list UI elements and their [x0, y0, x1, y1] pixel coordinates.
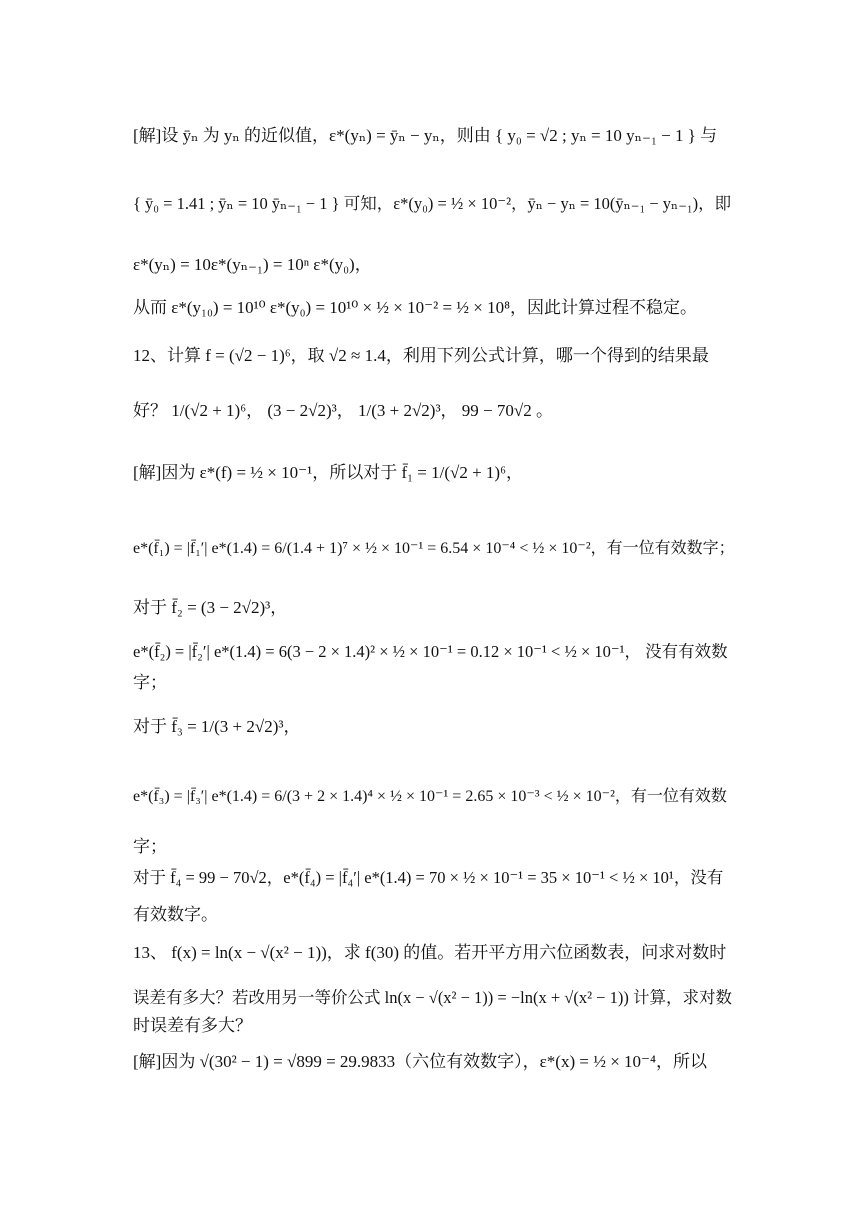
solution-12-line-10: 有效数字。 — [133, 905, 218, 924]
problem-12-line-1: 12、计算 f = (√2 − 1)⁶，取 √2 ≈ 1.4，利用下列公式计算，哪一个得到的结果最 — [133, 346, 709, 365]
problem-13-line-1: 13、 f(x) = ln(x − √(x² − 1))，求 f(30) 的值。若开平方用六位函数表，问求对数时 — [133, 943, 727, 962]
problem-12-line-2: 好？ 1/(√2 + 1)⁶， (3 − 2√2)³， 1/(3 + 2√2)³， 99 − 70√2 。 — [133, 401, 553, 420]
problem-13-line-3: 时误差有多大？ — [133, 1016, 252, 1035]
solution-12-line-9: 对于 f̄₄ = 99 − 70√2，e*(f̄₄) = |f̄₄′| e*(1.4) = 70 × ½ × 10⁻¹ = 35 × 10⁻¹ < ½ × 10¹，没有 — [133, 868, 724, 887]
solution-11-line-4: 从而 ε*(y₁₀) = 10¹⁰ ε*(y₀) = 10¹⁰ × ½ × 10⁻² = ½ × 10⁸，因此计算过程不稳定。 — [133, 298, 698, 317]
solution-12-line-1: [解]因为 ε*(f) = ½ × 10⁻¹，所以对于 f̄₁ = 1/(√2 + 1)⁶， — [133, 463, 524, 482]
solution-12-line-2: e*(f̄₁) = |f̄₁′| e*(1.4) = 6/(1.4 + 1)⁷ × ½ × 10⁻¹ = 6.54 × 10⁻⁴ < ½ × 10⁻²，有一位有效数字； — [133, 540, 735, 557]
solution-13-line-1: [解]因为 √(30² − 1) = √899 = 29.9833（六位有效数字），ε*(x) = ½ × 10⁻⁴，所以 — [133, 1052, 707, 1071]
solution-12-line-4: e*(f̄₂) = |f̄₂′| e*(1.4) = 6(3 − 2 × 1.4)² × ½ × 10⁻¹ = 0.12 × 10⁻¹ < ½ × 10⁻¹， 没有有效数 — [133, 642, 728, 661]
solution-11-line-1: [解]设 ȳₙ 为 yₙ 的近似值，ε*(yₙ) = ȳₙ − yₙ，则由 { y₀ = √2 ; yₙ = 10 yₙ₋₁ − 1 } 与 — [133, 126, 718, 145]
solution-12-line-3: 对于 f̄₂ = (3 − 2√2)³， — [133, 598, 288, 617]
solution-12-line-5: 字； — [133, 673, 167, 692]
problem-13-line-2: 误差有多大？若改用另一等价公式 ln(x − √(x² − 1)) = −ln(x + √(x² − 1)) 计算，求对数 — [133, 988, 732, 1007]
solution-11-line-3: ε*(yₙ) = 10ε*(yₙ₋₁) = 10ⁿ ε*(y₀)， — [133, 255, 372, 274]
solution-12-line-7: e*(f̄₃) = |f̄₃′| e*(1.4) = 6/(3 + 2 × 1.4)⁴ × ½ × 10⁻¹ = 2.65 × 10⁻³ < ½ × 10⁻²，有一位有效数 — [133, 788, 727, 805]
solution-11-line-2: { ȳ₀ = 1.41 ; ȳₙ = 10 ȳₙ₋₁ − 1 } 可知，ε*(y₀) = ½ × 10⁻²，ȳₙ − yₙ = 10(ȳₙ₋₁ − yₙ₋₁)，即 — [133, 194, 732, 213]
solution-12-line-8: 字； — [133, 837, 167, 856]
solution-12-line-6: 对于 f̄₃ = 1/(3 + 2√2)³， — [133, 717, 301, 736]
